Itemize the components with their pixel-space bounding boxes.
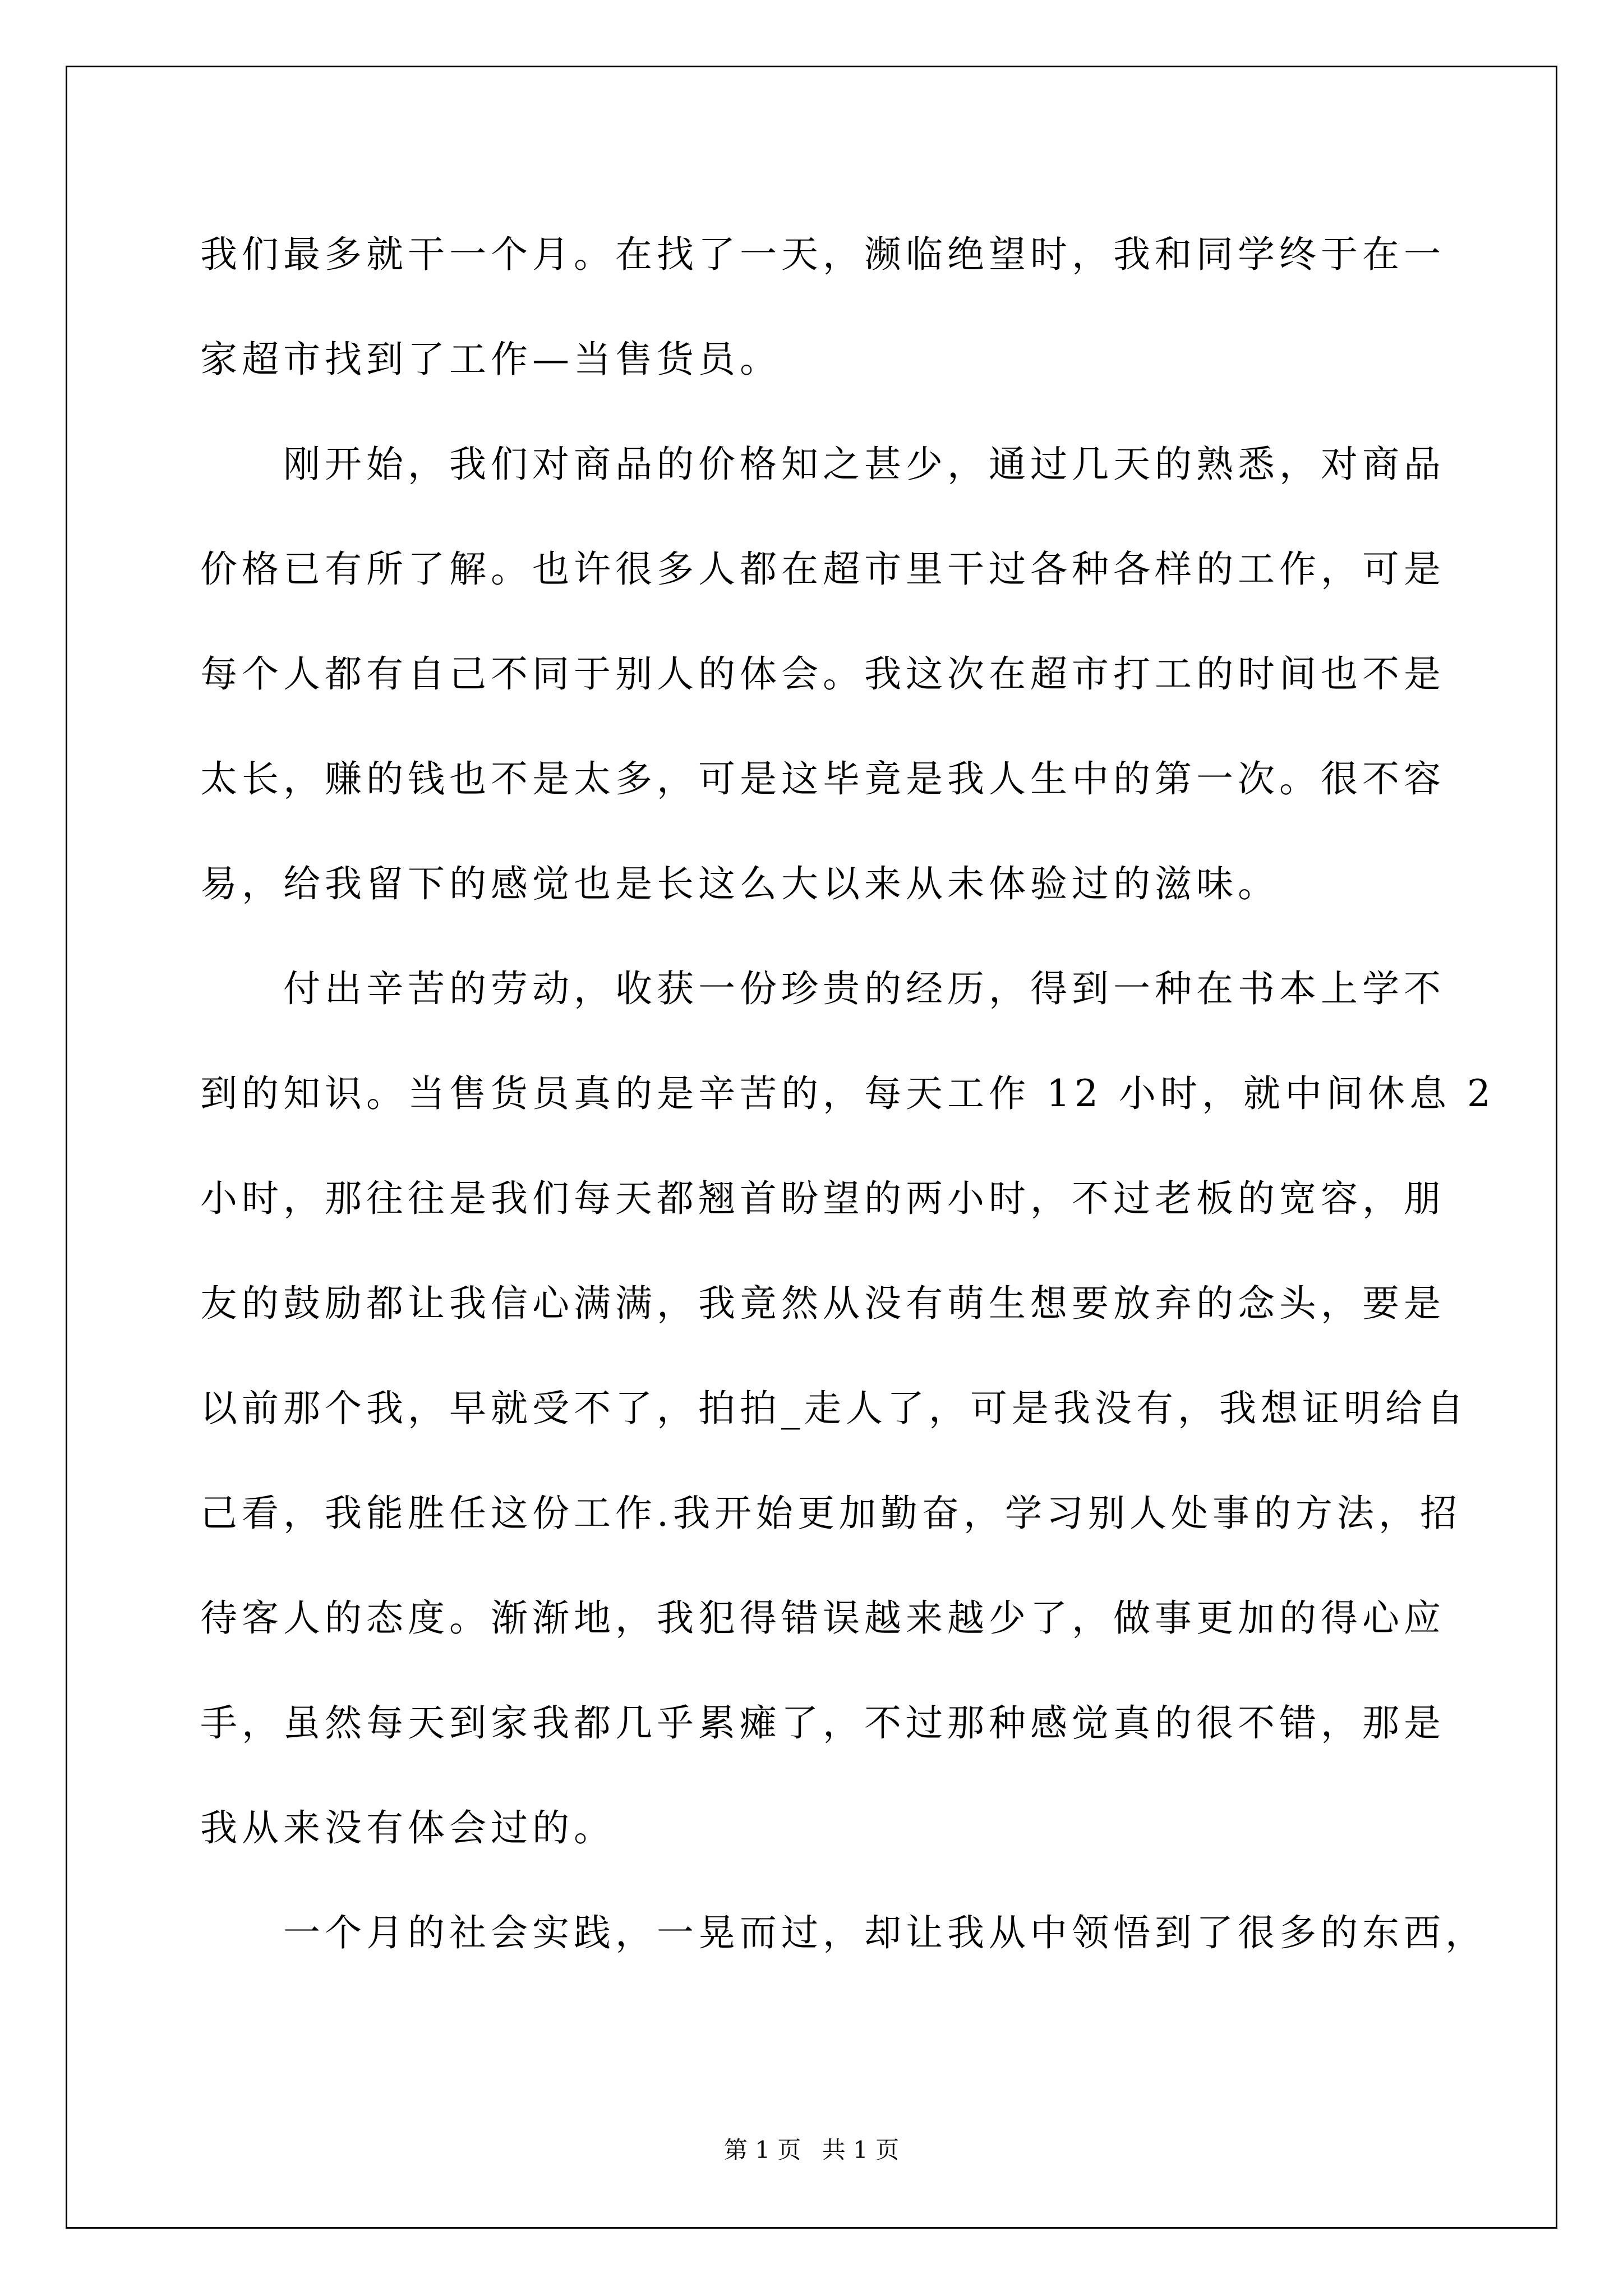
text-line: 以前那个我，早就受不了，拍拍_走人了，可是我没有，我想证明给自 (200, 1387, 1468, 1430)
text-line: 太长，赚的钱也不是太多，可是这毕竟是我人生中的第一次。很不容 (200, 757, 1445, 800)
text-line: 小时，那往往是我们每天都翘首盼望的两小时，不过老板的宽容，朋 (200, 1177, 1445, 1220)
text-line: 一个月的社会实践，一晃而过，却让我从中领悟到了很多的东西， (283, 1911, 1487, 1954)
text-line: 待客人的态度。渐渐地，我犯得错误越来越少了，做事更加的得心应 (200, 1596, 1445, 1640)
text-line: 到的知识。当售货员真的是辛苦的，每天工作 12 小时，就中间休息 2 (200, 1072, 1495, 1115)
document-body (200, 202, 1495, 1985)
text-line: 己看，我能胜任这份工作.我开始更加勤奋，学习别人处事的方法，招 (200, 1492, 1461, 1535)
text-line: 每个人都有自己不同于别人的体会。我这次在超市打工的时间也不是 (200, 652, 1445, 696)
text-line: 我们最多就干一个月。在找了一天，濒临绝望时，我和同学终于在一 (200, 233, 1445, 276)
text-line: 刚开始，我们对商品的价格知之甚少，通过几天的熟悉，对商品 (283, 443, 1445, 486)
text-line: 手，虽然每天到家我都几乎累瘫了，不过那种感觉真的很不错，那是 (200, 1701, 1445, 1745)
page-total: 共 1 页 (822, 2136, 900, 2164)
text-line: 价格已有所了解。也许很多人都在超市里干过各种各样的工作，可是 (200, 547, 1445, 591)
text-line: 易，给我留下的感觉也是长这么大以来从未体验过的滋味。 (200, 862, 1279, 905)
text-line: 家超市找到了工作—当售货员。 (200, 338, 781, 381)
text-line: 友的鼓励都让我信心满满，我竟然从没有萌生想要放弃的念头，要是 (200, 1282, 1445, 1325)
text-line: 我从来没有体会过的。 (200, 1806, 615, 1849)
page-number: 第 1 页 (723, 2136, 801, 2164)
page-footer (0, 2136, 1623, 2164)
text-line: 付出辛苦的劳动，收获一份珍贵的经历，得到一种在书本上学不 (283, 967, 1445, 1010)
